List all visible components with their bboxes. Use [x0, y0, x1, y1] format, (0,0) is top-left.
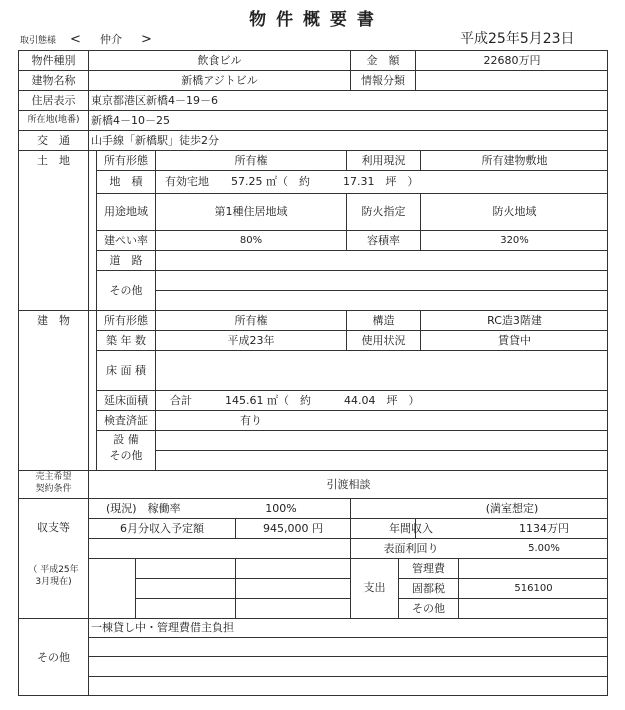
issue-date: 平成25年5月23日 — [460, 31, 575, 47]
price-value: 22680万円 — [483, 54, 541, 67]
equipment-label: 設 備 — [113, 433, 139, 446]
building-age-value: 平成23年 — [227, 334, 275, 347]
far-label: 容積率 — [367, 234, 400, 247]
land-area-value: 有効宅地 57.25 ㎡（ 約 17.31 坪 ） — [165, 175, 419, 188]
zoning-label: 用途地域 — [104, 205, 148, 218]
building-section-label: 建 物 — [37, 314, 70, 327]
building-name-value: 新橋アジトビル — [181, 74, 258, 87]
annual-income-value: 1134万円 — [519, 522, 569, 535]
total-floor-value: 合計 145.61 ㎡（ 約 44.04 坪 ） — [170, 394, 420, 407]
land-usage-label: 利用現況 — [361, 154, 406, 167]
building-age-label: 築 年 数 — [106, 334, 146, 347]
june-income-label: 6月分収入予定額 — [120, 522, 204, 535]
seller-conditions-label-2: 契約条件 — [35, 484, 72, 494]
gross-yield-value: 5.00% — [528, 543, 560, 554]
full-occupancy-label: (満室想定) — [485, 502, 539, 515]
land-section-label: 土 地 — [37, 154, 70, 167]
seller-conditions-value: 引渡相談 — [326, 478, 371, 491]
remarks-label: その他 — [37, 651, 70, 664]
lot-number-value: 新橋4－10－25 — [91, 114, 170, 127]
income-section-label: 収支等 — [37, 521, 70, 534]
document-title: 物 件 概 要 書 — [249, 10, 376, 30]
gross-yield-label: 表面利回り — [383, 542, 439, 555]
seller-conditions-label: 売主希望 — [35, 472, 72, 482]
inspection-label: 検査済証 — [104, 414, 148, 427]
fire-zone-value: 防火地域 — [492, 205, 537, 218]
land-other-label: その他 — [109, 284, 143, 297]
structure-value: RC造3階建 — [487, 314, 542, 327]
address-label: 住居表示 — [31, 94, 76, 107]
lot-number-label: 所在地(地番) — [27, 115, 80, 125]
property-tax-value: 516100 — [514, 583, 553, 594]
property-type-value: 飲食ビル — [197, 54, 242, 67]
land-ownership-value: 所有権 — [234, 154, 268, 167]
building-name-label: 建物名称 — [31, 74, 76, 87]
zoning-value: 第1種住居地域 — [214, 205, 288, 218]
trade-mode-label: 取引態様 — [20, 36, 57, 46]
transport-value: 山手線「新橋駅」徒歩2分 — [91, 134, 219, 147]
expense-other-label: その他 — [412, 602, 445, 615]
annual-income-label: 年間収入 — [389, 522, 433, 535]
usage-status-value: 賃貸中 — [498, 334, 531, 347]
current-occupancy-label: (現況) 稼働率 — [106, 502, 181, 515]
trade-mode-value: 仲介 — [100, 33, 122, 46]
transport-label: 交 通 — [37, 134, 70, 147]
total-floor-label: 延床面積 — [104, 394, 148, 407]
road-label: 道 路 — [109, 254, 143, 267]
info-category-label: 情報分類 — [361, 74, 405, 87]
land-usage-value: 所有建物敷地 — [481, 154, 548, 167]
building-ownership-label: 所有形態 — [104, 314, 148, 327]
trade-mode-open: < — [70, 32, 81, 47]
fire-zone-label: 防火指定 — [361, 205, 406, 218]
land-area-label: 地 積 — [109, 175, 143, 188]
far-value: 320% — [500, 235, 529, 246]
property-tax-label: 固都税 — [412, 582, 445, 595]
trade-mode-close: > — [141, 32, 152, 47]
building-ownership-value: 所有権 — [234, 314, 268, 327]
address-value: 東京都港区新橋4－19－6 — [91, 94, 218, 107]
property-type-label: 物件種別 — [31, 54, 76, 67]
usage-status-label: 使用状況 — [361, 334, 406, 347]
current-occupancy-value: 100% — [265, 502, 297, 515]
price-label: 金 額 — [366, 54, 400, 67]
remarks-value: 一棟貸し中・管理費借主負担 — [91, 621, 234, 634]
floor-area-label: 床 面 積 — [106, 364, 146, 377]
income-note-line-2: 3月現在) — [35, 577, 72, 587]
land-ownership-label: 所有形態 — [104, 154, 148, 167]
equipment-other-label: その他 — [109, 449, 143, 462]
mgmt-fee-label: 管理費 — [412, 562, 445, 575]
inspection-value: 有り — [240, 414, 262, 427]
structure-label: 構造 — [372, 314, 395, 327]
income-note-line-1: （ 平成25年 — [28, 565, 79, 575]
expense-label: 支出 — [363, 581, 386, 594]
coverage-value: 80% — [239, 235, 263, 246]
coverage-label: 建ぺい率 — [104, 234, 148, 247]
june-income-value: 945,000 円 — [263, 522, 323, 535]
